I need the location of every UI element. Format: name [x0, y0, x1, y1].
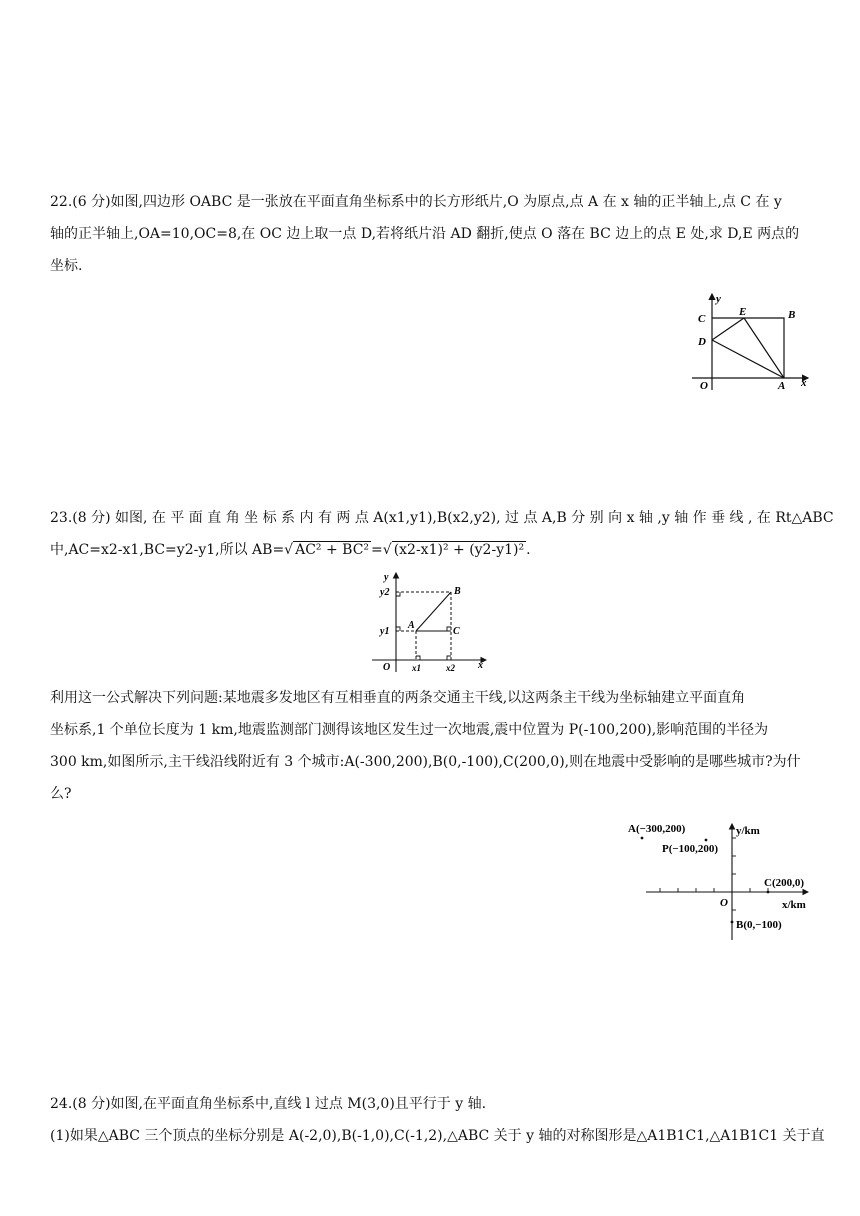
sqrt-sign: √	[382, 542, 392, 558]
sqrt-sign: √	[284, 542, 294, 558]
q23-fig1-label-x1: x1	[412, 663, 421, 673]
q22-label-y: y	[716, 293, 721, 305]
q22-label-d: D	[698, 336, 706, 348]
q23-fig2-label-p: P(−100,200)	[662, 843, 719, 855]
q22-label-c: C	[698, 313, 706, 325]
question-22	[50, 186, 812, 282]
q23-fig2-label-x: x/km	[782, 899, 806, 911]
q22-label-e: E	[739, 306, 747, 318]
q23-fig2-label-c: C(200,0)	[764, 877, 805, 889]
q23-figure-distance	[368, 570, 492, 674]
q22-label-x: x	[801, 377, 807, 389]
q23-line-5: 300 km,如图所示,主干线沿线附近有 3 个城市:A(-300,200),B(0,-100),C(200,0),则在地震中受影响的是哪些城市?为什	[50, 754, 801, 770]
q22-line-1: 22.(6 分)如图,四边形 OABC 是一张放在平面直角坐标系中的长方形纸片,O 为原点,点 A 在 x 轴的正半轴上,点 C 在 y	[50, 194, 782, 210]
q22-label-b: B	[788, 309, 796, 321]
q23-line-1: 23.(8 分) 如图, 在 平 面 直 角 坐 标 系 内 有 两 点 A(x1,y1),B(x2,y2), 过 点 A,B 分 别 向 x 轴 ,y 轴 作 垂 线 , 在 Rt△ABC	[50, 510, 834, 526]
q23-line-3: 利用这一公式解决下列问题:某地震多发地区有互相垂直的两条交通主干线,以这两条主干线为坐标轴建立平面直角	[50, 690, 746, 706]
q23-equals: =	[371, 542, 383, 558]
q24-line-1: 24.(8 分)如图,在平面直角坐标系中,直线 l 过点 M(3,0)且平行于 y 轴.	[50, 1096, 487, 1112]
q22-label-o: O	[700, 380, 708, 392]
q22-label-a: A	[778, 380, 786, 392]
q23-formula-1: AC² + BC²	[295, 542, 370, 558]
q24-line-2: (1)如果△ABC 三个顶点的坐标分别是 A(-2,0),B(-1,0),C(-1,2),△ABC 关于 y 轴的对称图形是△A1B1C1,△A1B1C1 关于直	[50, 1128, 825, 1144]
q22-line-2: 轴的正半轴上,OA=10,OC=8,在 OC 边上取一点 D,若将纸片沿 AD 翻折,使点 O 落在 BC 边上的点 E 处,求 D,E 两点的	[50, 226, 800, 242]
q23-fig1-label-x: x	[478, 660, 483, 671]
q23-fig2-label-y: y/km	[736, 825, 760, 837]
q23-fig1-label-o: O	[383, 662, 391, 673]
q23-fig2-label-b: B(0,−100)	[736, 919, 782, 931]
q23-line-2-prefix: 中,AC=x2-x1,BC=y2-y1,所以 AB=	[50, 542, 285, 558]
q23-fig1-label-y2: y2	[380, 587, 390, 598]
q23-figure-earthquake	[622, 818, 818, 946]
q23-line-2	[50, 534, 812, 566]
question-24	[50, 1088, 825, 1152]
q22-line-3: 坐标.	[50, 258, 83, 274]
q23-fig1-label-c: C	[453, 626, 460, 637]
q23-fig1-label-a: A	[408, 620, 415, 631]
q23-fig2-label-a: A(−300,200)	[628, 823, 686, 835]
q23-fig1-label-y1: y1	[380, 626, 390, 637]
q23-fig1-label-y: y	[384, 572, 389, 583]
question-23-intro	[50, 502, 834, 566]
q22-figure	[688, 290, 818, 395]
q23-formula-2: (x2-x1)² + (y2-y1)²	[393, 542, 525, 558]
q23-fig2-label-o: O	[720, 897, 728, 909]
q23-fig1-label-x2: x2	[446, 663, 455, 673]
q23-line-2-suffix: .	[526, 542, 531, 558]
q23-fig1-label-b: B	[454, 586, 461, 597]
q23-line-6: 么?	[50, 786, 72, 802]
q23-line-4: 坐标系,1 个单位长度为 1 km,地震监测部门测得该地区发生过一次地震,震中位置为 P(-100,200),影响范围的半径为	[50, 722, 769, 738]
question-23-problem	[50, 682, 812, 810]
